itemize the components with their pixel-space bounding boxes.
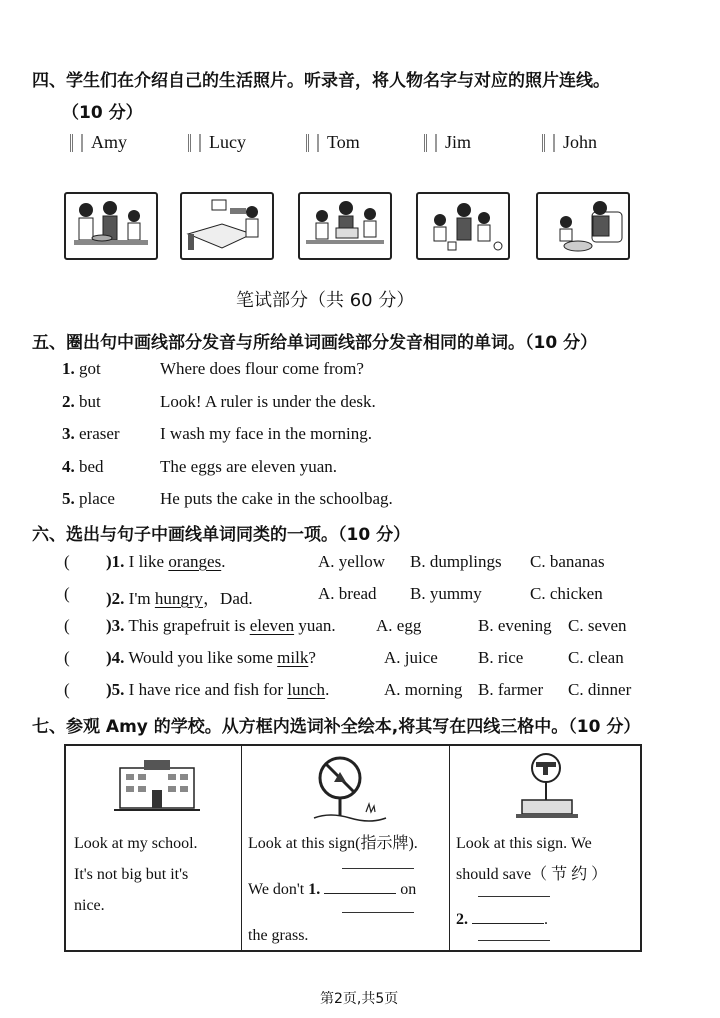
name-lucy: Lucy xyxy=(209,132,246,152)
sentence-part: . xyxy=(325,680,330,699)
item-number: )1. xyxy=(106,552,125,571)
section4-title: 四、学生们在介绍自己的生活照片。听录音，将人物名字与对应的照片连线。 xyxy=(32,71,610,91)
option-c[interactable]: C. bananas xyxy=(530,552,605,571)
name-tag-icon xyxy=(306,134,319,152)
s5-item-1 xyxy=(62,359,101,379)
answer-blank-2[interactable] xyxy=(472,923,544,924)
option-c[interactable]: C. seven xyxy=(568,616,627,635)
section7-title: 七、参观 Amy 的学校。从方框内选词补全绘本,将其写在四线三格中。（10 分） xyxy=(32,717,641,737)
answer-paren[interactable]: ( xyxy=(64,552,70,571)
text-line: It's not big but it's xyxy=(74,866,189,883)
option-b[interactable]: B. rice xyxy=(478,648,524,667)
name-card-jim[interactable] xyxy=(424,132,471,153)
text-line: should save（ 节 约 ） xyxy=(456,866,608,883)
s6-question-2 xyxy=(106,584,253,609)
given-word: eraser xyxy=(79,424,120,443)
text-part: on xyxy=(400,881,417,898)
name-tag-icon xyxy=(188,134,201,152)
sentence-part: . xyxy=(221,552,226,571)
name-tom: Tom xyxy=(327,132,360,152)
school-building-icon xyxy=(114,754,200,816)
option-c[interactable]: C. clean xyxy=(568,648,624,667)
name-tag-icon xyxy=(424,134,437,152)
answer-paren[interactable]: ( xyxy=(64,680,70,699)
panel3-text xyxy=(456,828,630,890)
writing-line xyxy=(478,896,550,897)
name-card-john[interactable] xyxy=(542,132,597,153)
item-number: )4. xyxy=(106,648,125,667)
text-part: We don't xyxy=(248,881,305,898)
photo-bedroom[interactable] xyxy=(180,192,274,260)
writing-line xyxy=(342,912,414,913)
text-line: nice. xyxy=(74,897,105,914)
item-number: 2. xyxy=(62,392,75,411)
sentence-part: I have rice and fish for xyxy=(128,680,288,699)
option-b[interactable]: B. yummy xyxy=(410,584,482,603)
item-number: 4. xyxy=(62,457,75,476)
s5-sentence-2[interactable]: Look! A ruler is under the desk. xyxy=(160,392,376,411)
name-amy: Amy xyxy=(91,132,127,152)
name-card-lucy[interactable] xyxy=(188,132,246,153)
name-tag-icon xyxy=(70,134,83,152)
text-line: Look at this sign. We xyxy=(456,835,592,852)
blank-number: 2. xyxy=(456,911,468,928)
photo-cooking[interactable] xyxy=(64,192,158,260)
book-panel-1 xyxy=(66,746,242,950)
s5-item-2 xyxy=(62,392,101,412)
bedroom-icon xyxy=(182,194,272,258)
given-word: got xyxy=(79,359,101,378)
s5-item-5 xyxy=(62,489,115,509)
answer-paren[interactable]: ( xyxy=(64,584,70,603)
picture-book-box xyxy=(64,744,642,952)
answer-paren[interactable]: ( xyxy=(64,648,70,667)
family-cooking-icon xyxy=(66,194,156,258)
writing-line xyxy=(342,868,414,869)
underlined-word: hungry xyxy=(154,589,204,608)
sentence-part: Would you like some xyxy=(128,648,278,667)
option-b[interactable]: B. dumplings xyxy=(410,552,502,571)
s6-question-1 xyxy=(106,552,225,572)
item-number: 5. xyxy=(62,489,75,508)
sentence-part: I like xyxy=(128,552,169,571)
name-card-amy[interactable] xyxy=(70,132,127,153)
sentence-part: This grapefruit is xyxy=(128,616,250,635)
name-tag-icon xyxy=(542,134,555,152)
item-number: )5. xyxy=(106,680,125,699)
children-playing-icon xyxy=(418,194,508,258)
s6-question-4 xyxy=(106,648,316,668)
panel1-text xyxy=(74,828,236,921)
name-john: John xyxy=(563,132,598,152)
s5-item-3 xyxy=(62,424,120,444)
save-water-sign-icon xyxy=(510,750,590,824)
photo-reading[interactable] xyxy=(298,192,392,260)
book-panel-2 xyxy=(242,746,450,950)
written-section-title: 笔试部分（共 60 分） xyxy=(236,290,415,311)
text-line: Look at my school. xyxy=(74,835,198,852)
photo-washing-feet[interactable] xyxy=(536,192,630,260)
item-number: 1. xyxy=(62,359,75,378)
s5-sentence-5[interactable]: He puts the cake in the schoolbag. xyxy=(160,489,393,508)
option-a[interactable]: A. morning xyxy=(384,680,463,699)
panel2-line1: Look at this sign(指示牌). xyxy=(248,835,418,852)
sentence-part: ，Dad. xyxy=(203,589,253,608)
underlined-word: oranges xyxy=(168,552,222,571)
photo-playing[interactable] xyxy=(416,192,510,260)
sentence-part: I'm xyxy=(128,589,155,608)
panel2-line3: the grass. xyxy=(248,927,309,944)
underlined-word: eleven xyxy=(249,616,295,635)
item-number: )2. xyxy=(106,589,125,608)
no-trampling-grass-sign-icon xyxy=(310,752,390,824)
page-number: 第2页,共5页 xyxy=(320,991,399,1007)
sentence-part: ? xyxy=(308,648,316,667)
option-c[interactable]: C. chicken xyxy=(530,584,603,603)
s5-sentence-1[interactable]: Where does flour come from? xyxy=(160,359,364,378)
book-panel-3 xyxy=(450,746,636,950)
option-c[interactable]: C. dinner xyxy=(568,680,632,699)
panel2-line2 xyxy=(248,874,416,905)
panel3-line3 xyxy=(456,904,548,935)
washing-feet-icon xyxy=(538,194,628,258)
name-jim: Jim xyxy=(445,132,472,152)
writing-line xyxy=(478,940,550,941)
given-word: place xyxy=(79,489,115,508)
sentence-part: yuan. xyxy=(294,616,336,635)
item-number: 3. xyxy=(62,424,75,443)
option-a[interactable]: A. bread xyxy=(318,584,377,603)
period: . xyxy=(544,911,548,928)
s5-item-4 xyxy=(62,457,104,477)
s6-question-3 xyxy=(106,616,336,636)
blank-number: 1. xyxy=(308,881,321,898)
s5-sentence-3[interactable]: I wash my face in the morning. xyxy=(160,424,372,443)
s5-sentence-4[interactable]: The eggs are eleven yuan. xyxy=(160,457,337,476)
section5-title: 五、圈出句中画线部分发音与所给单词画线部分发音相同的单词。（10 分） xyxy=(32,333,598,353)
answer-blank-1[interactable] xyxy=(324,893,396,894)
name-card-tom[interactable] xyxy=(306,132,360,153)
underlined-word: lunch xyxy=(287,680,326,699)
item-number: )3. xyxy=(106,616,125,635)
underlined-word: milk xyxy=(277,648,309,667)
s6-question-5 xyxy=(106,680,329,700)
section4-score: （10 分） xyxy=(62,103,143,123)
given-word: bed xyxy=(79,457,104,476)
given-word: but xyxy=(79,392,101,411)
option-a[interactable]: A. egg xyxy=(376,616,422,635)
section6-title: 六、选出与句子中画线单词同类的一项。（10 分） xyxy=(32,525,411,545)
option-a[interactable]: A. juice xyxy=(384,648,438,667)
option-b[interactable]: B. evening xyxy=(478,616,552,635)
option-a[interactable]: A. yellow xyxy=(318,552,386,571)
reading-icon xyxy=(300,194,390,258)
answer-paren[interactable]: ( xyxy=(64,616,70,635)
option-b[interactable]: B. farmer xyxy=(478,680,544,699)
